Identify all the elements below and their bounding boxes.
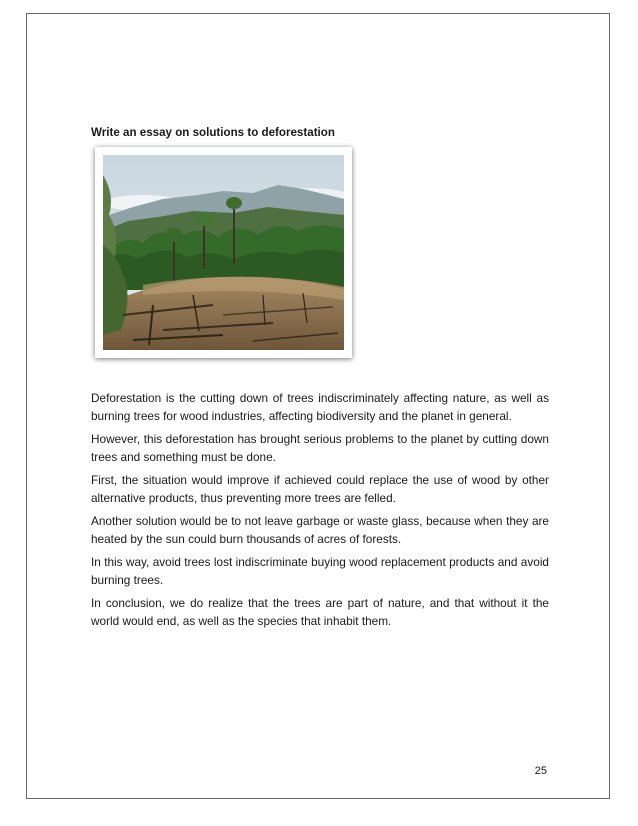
deforestation-photo — [103, 155, 344, 350]
deforestation-photo-frame — [95, 147, 352, 358]
paragraph: Deforestation is the cutting down of trees indiscriminately affecting nature, as well as burning trees for wood industries, affecting biodiversity and the planet in general. — [91, 391, 549, 423]
paragraph: However, this deforestation has brought serious problems to the planet by cutting down trees and something must be done. — [91, 432, 549, 464]
page-number: 25 — [534, 765, 547, 777]
paragraph: First, the situation would improve if achieved could replace the use of wood by other alternative products, thus preventing more trees are felled. — [91, 473, 549, 505]
paragraph: In this way, avoid trees lost indiscriminate buying wood replacement products and avoid burning trees. — [91, 555, 549, 587]
paragraph: In conclusion, we do realize that the trees are part of nature, and that without it the world would end, as well as the species that inhabit them. — [91, 596, 549, 628]
document-page — [26, 13, 610, 799]
essay-title: Write an essay on solutions to deforestation — [91, 126, 335, 139]
essay-body — [91, 390, 549, 636]
paragraph: Another solution would be to not leave garbage or waste glass, because when they are heated by the sun could burn thousands of acres of forests. — [91, 514, 549, 546]
